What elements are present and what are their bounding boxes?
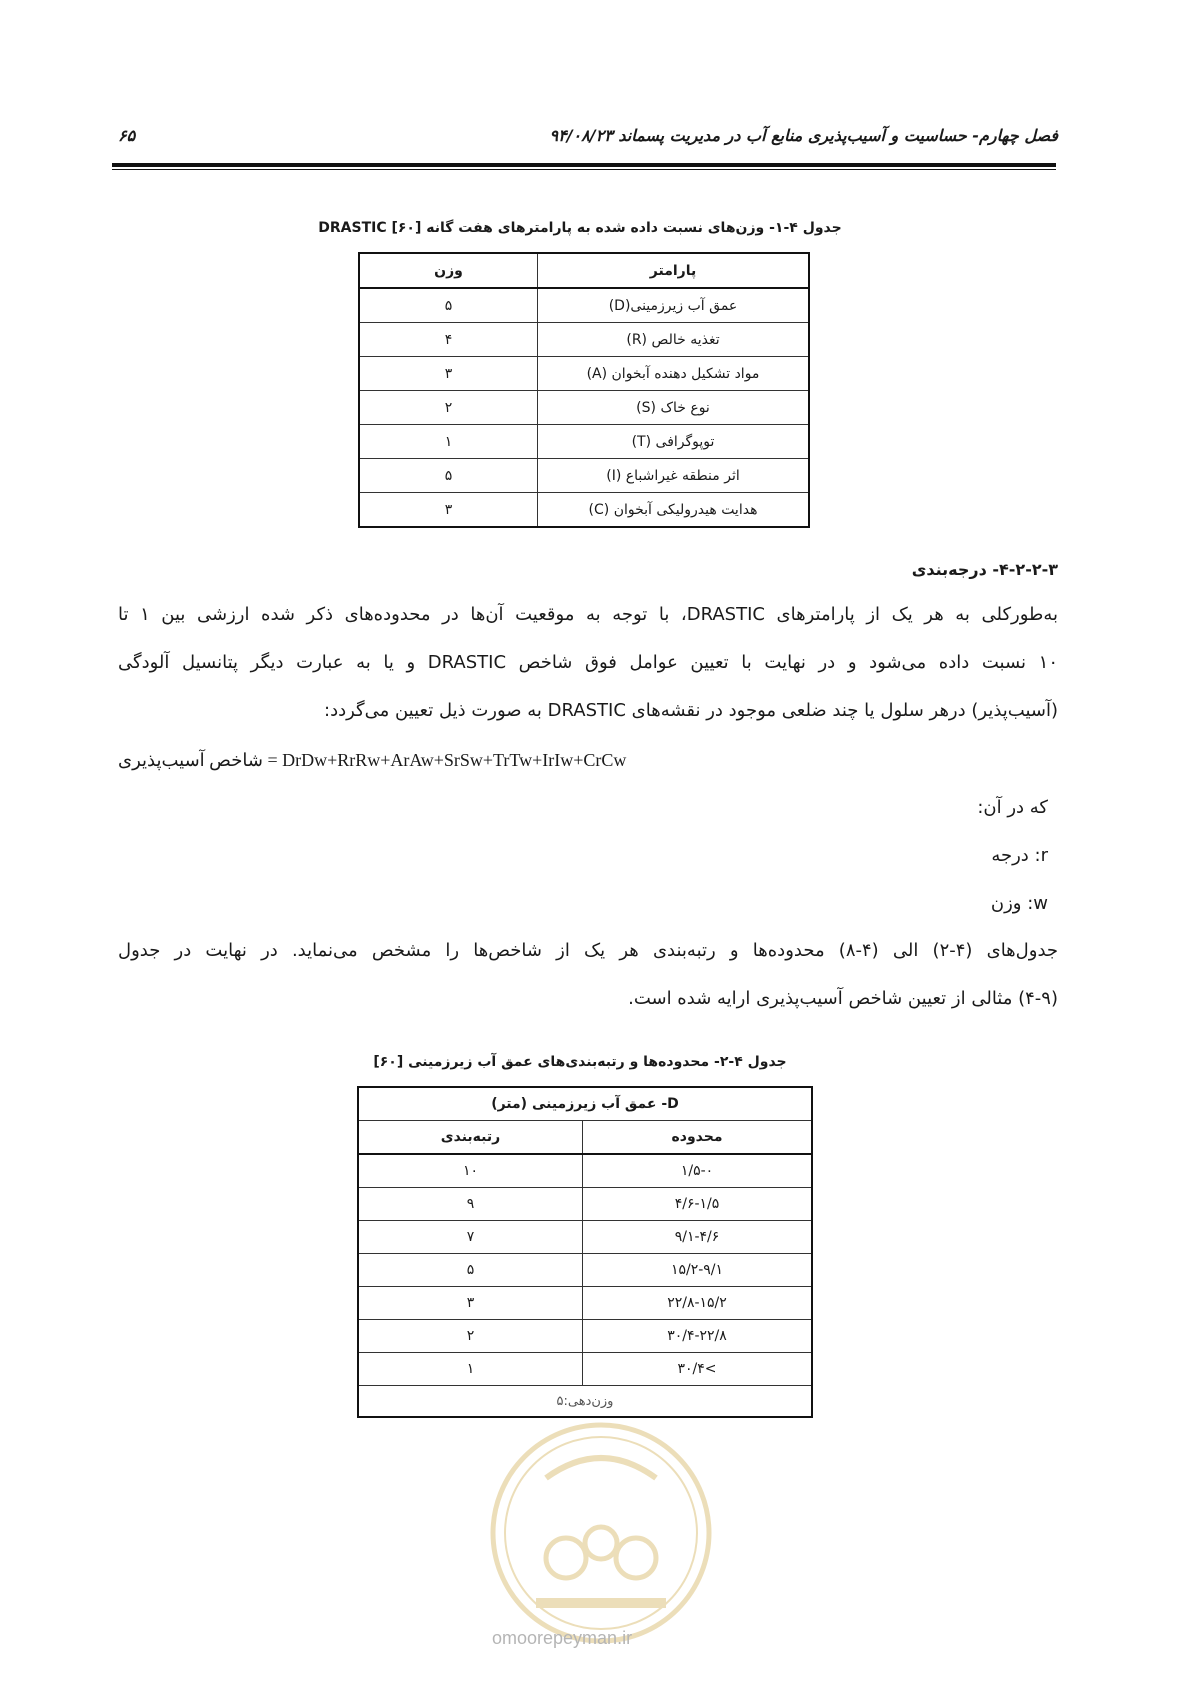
rating-cell: ۱۰	[358, 1154, 583, 1188]
weight-cell: ۵	[359, 459, 538, 493]
paragraph-line: (۴-۹) مثالی از تعیین شاخص آسیب‌پذیری ارایه شده است.	[628, 988, 1058, 1009]
table2-caption: جدول ۴-۲- محدوده‌ها و رتبه‌بندی‌های عمق آب زیرزمینی [۶۰]	[373, 1054, 787, 1070]
depth-ratings-table	[357, 1086, 813, 1418]
table-row	[359, 323, 809, 357]
table-row	[359, 357, 809, 391]
paragraph-line: ۱۰ نسبت داده می‌شود و در نهایت با تعیین عوامل فوق شاخص DRASTIC و یا به عبارت دیگر پتانسیل آلودگی	[118, 652, 1058, 673]
paragraph-line: به‌طورکلی به هر یک از پارامترهای DRASTIC، با توجه به موقعیت آن‌ها در محدوده‌های ذکر شده ارزشی بین ۱ تا	[118, 604, 1058, 625]
range-cell: ۱/۵-۰	[583, 1154, 813, 1188]
weight-cell: ۳	[359, 357, 538, 391]
paragraph-line: (آسیب‌پذیر) درهر سلول یا چند ضلعی موجود در نقشه‌های DRASTIC به صورت ذیل تعیین می‌گردد:	[324, 700, 1058, 721]
table-row	[359, 288, 809, 323]
running-header	[118, 126, 1058, 150]
weight-cell: ۲	[359, 391, 538, 425]
rating-cell: ۱	[358, 1353, 583, 1386]
range-cell: ۱۵/۲-۹/۱	[583, 1254, 813, 1287]
table-row	[359, 425, 809, 459]
rating-cell: ۹	[358, 1188, 583, 1221]
parameter-cell: توپوگرافی (T)	[538, 425, 810, 459]
column-header-rating: رتبه‌بندی	[358, 1121, 583, 1155]
rating-definition: r: درجه	[991, 845, 1048, 866]
parameter-cell: اثر منطقه غیراشباع (I)	[538, 459, 810, 493]
column-header-parameter: پارامتر	[538, 253, 810, 288]
weight-cell: ۱	[359, 425, 538, 459]
range-cell: >۳۰/۴	[583, 1353, 813, 1386]
parameter-cell: هدایت هیدرولیکی آبخوان (C)	[538, 493, 810, 528]
table-row	[359, 391, 809, 425]
parameter-cell: نوع خاک (S)	[538, 391, 810, 425]
table-row	[358, 1287, 812, 1320]
range-cell: ۹/۱-۴/۶	[583, 1221, 813, 1254]
table1-caption: جدول ۴-۱- وزن‌های نسبت داده شده به پارامترهای هفت گانه DRASTIC [۶۰]	[318, 220, 842, 236]
parameter-cell: تغذیه خالص (R)	[538, 323, 810, 357]
chapter-title: فصل چهارم- حساسیت و آسیب‌پذیری منابع آب در مدیریت پسماند ۹۴/۰۸/۲۳	[549, 126, 1058, 145]
weight-definition: w: وزن	[990, 893, 1048, 914]
table-row	[358, 1320, 812, 1353]
weights-table	[358, 252, 810, 528]
weight-cell: ۵	[359, 288, 538, 323]
weight-cell: ۳	[359, 493, 538, 528]
header-rule-thin	[112, 169, 1056, 170]
table-row	[358, 1221, 812, 1254]
parameter-cell: مواد تشکیل دهنده آبخوان (A)	[538, 357, 810, 391]
weighting-note: وزن‌دهی:۵	[358, 1386, 812, 1418]
vulnerability-formula: شاخص آسیب‌پذیری = DrDw+RrRw+ArAw+SrSw+TrTw+IrIw+CrCw	[118, 750, 627, 770]
table-row	[358, 1188, 812, 1221]
rating-cell: ۳	[358, 1287, 583, 1320]
paragraph-line: جدول‌های (۴-۲) الی (۴-۸) محدوده‌ها و رتبه‌بندی هر یک از شاخص‌ها را مشخص می‌نماید. در نهایت در جدول	[118, 940, 1059, 961]
column-header-weight: وزن	[359, 253, 538, 288]
table-title: D- عمق آب زیرزمینی (متر)	[358, 1087, 812, 1121]
range-cell: ۳۰/۴-۲۲/۸	[583, 1320, 813, 1353]
watermark-url: omoorepeyman.ir	[492, 1628, 633, 1648]
range-cell: ۴/۶-۱/۵	[583, 1188, 813, 1221]
parameter-cell: عمق آب زیرزمینی(D)	[538, 288, 810, 323]
page-number: ۶۵	[118, 126, 136, 145]
table-row	[359, 493, 809, 528]
section-heading: ۴-۲-۲-۳- درجه‌بندی	[911, 560, 1058, 579]
table-row	[359, 459, 809, 493]
table-row	[358, 1353, 812, 1386]
column-header-range: محدوده	[583, 1121, 813, 1155]
range-cell: ۲۲/۸-۱۵/۲	[583, 1287, 813, 1320]
where-text: که در آن:	[977, 797, 1048, 818]
watermark-seal-icon	[486, 1418, 716, 1648]
header-rule	[112, 163, 1056, 167]
weight-cell: ۴	[359, 323, 538, 357]
rating-cell: ۵	[358, 1254, 583, 1287]
table-row	[358, 1154, 812, 1188]
rating-cell: ۷	[358, 1221, 583, 1254]
table-row	[358, 1254, 812, 1287]
rating-cell: ۲	[358, 1320, 583, 1353]
